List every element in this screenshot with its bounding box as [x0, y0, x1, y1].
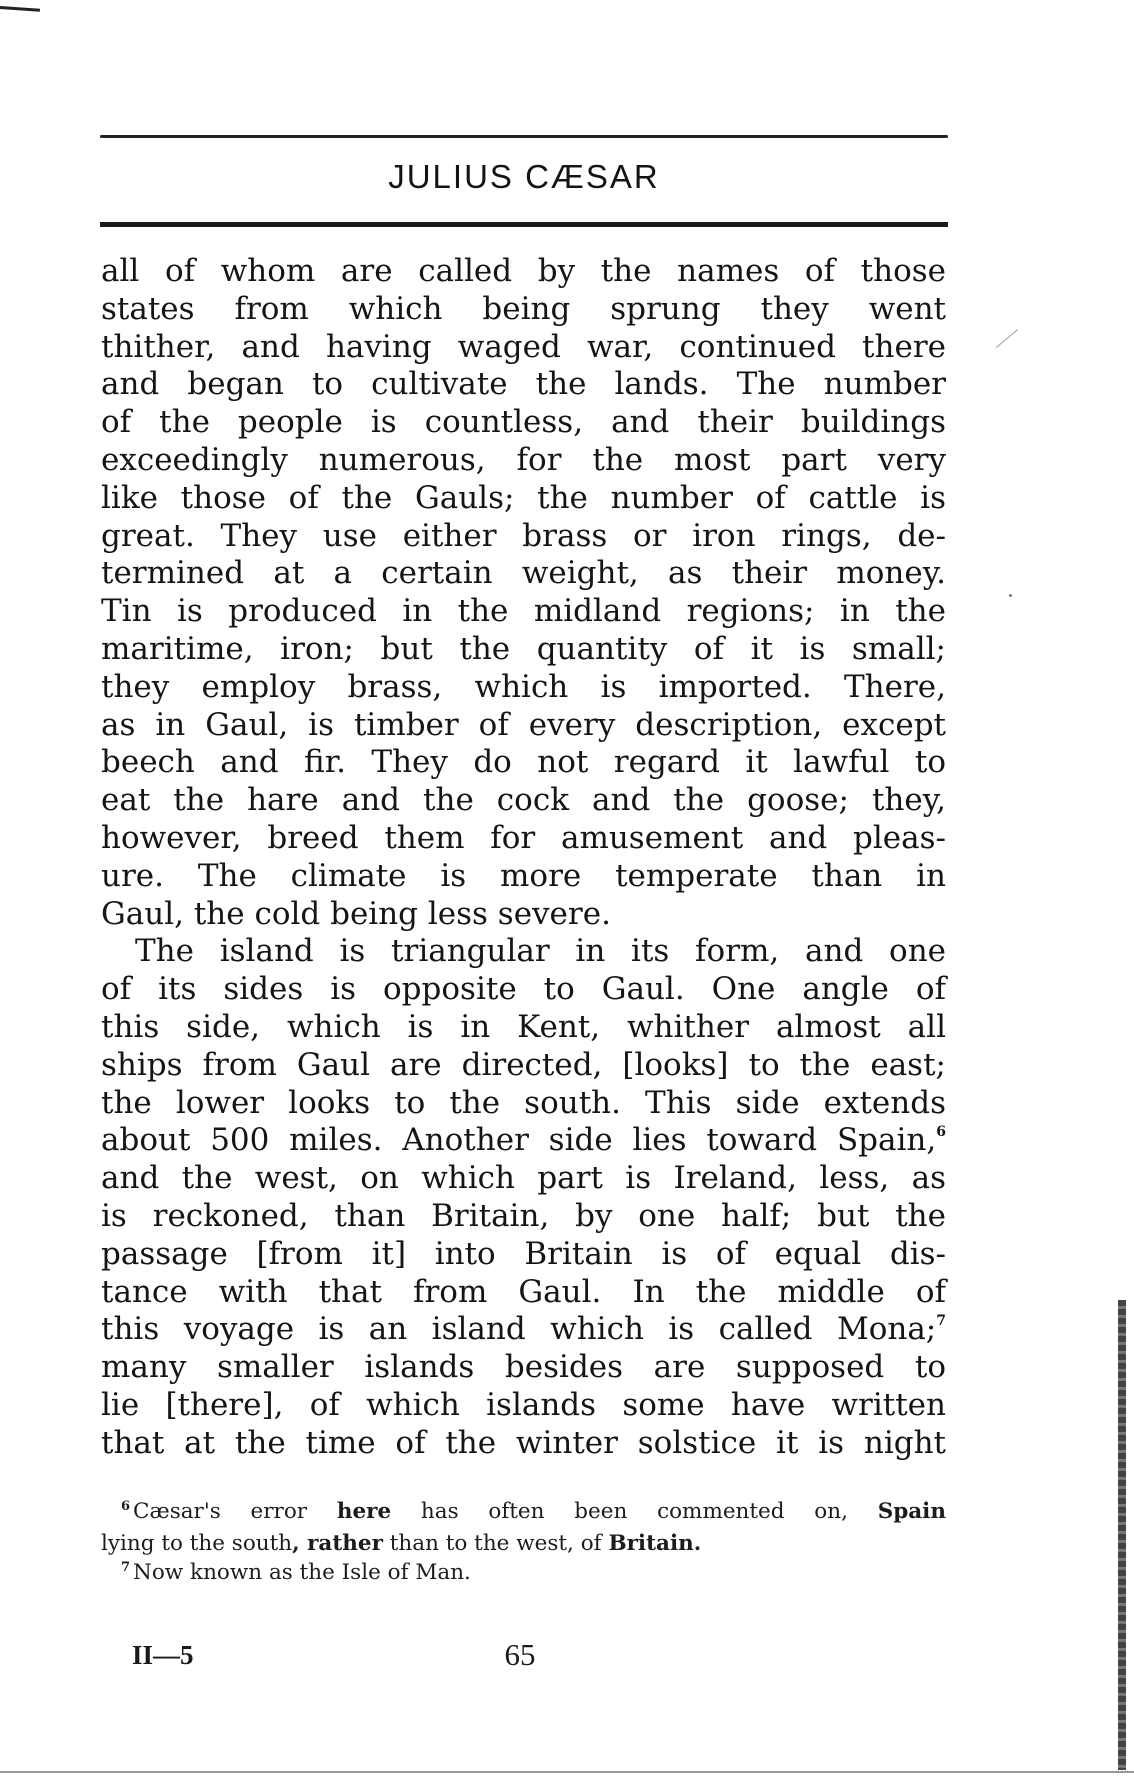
- text-line: and began to cultivate the lands. The number: [101, 366, 946, 403]
- text-line: beech and fir. They do not regard it lawful to: [101, 744, 946, 781]
- footnotes: [101, 1497, 946, 1590]
- text-line: of its sides is opposite to Gaul. One angle of: [101, 971, 946, 1008]
- text-line: tance with that from Gaul. In the middle of: [101, 1273, 946, 1310]
- text-line: is reckoned, than Britain, by one half; but the: [101, 1197, 946, 1234]
- text-line: Tin is produced in the midland regions; in the: [101, 593, 946, 630]
- footnote-6-text-c: has often been commented on,: [391, 1499, 878, 1524]
- text-line: like those of the Gauls; the number of cattle is: [101, 479, 946, 516]
- text-line: ships from Gaul are directed, [looks] to the east;: [101, 1046, 946, 1083]
- footnote-ref-6[interactable]: 6: [936, 1124, 946, 1141]
- running-title: JULIUS CÆSAR: [388, 158, 660, 195]
- footnote-6-text-e: lying to the south: [101, 1531, 293, 1556]
- text-line: and the west, on which part is Ireland, less, as: [101, 1160, 946, 1197]
- text-line: The island is triangular in its form, and one: [135, 933, 946, 970]
- text-line: passage [from it] into Britain is of equal dis-: [101, 1235, 946, 1272]
- header-top-rule: [100, 135, 948, 138]
- footnote-7-line: [101, 1558, 946, 1590]
- text-line-content: this voyage is an island which is called Mona;: [101, 1311, 937, 1348]
- footnote-7-marker: 7: [121, 1560, 131, 1575]
- paper-speck: [1009, 594, 1012, 597]
- text-line: maritime, iron; but the quantity of it is small;: [101, 630, 946, 667]
- text-line: exceedingly numerous, for the most part very: [101, 441, 946, 478]
- corner-scan-mark: [0, 6, 40, 12]
- text-line: all of whom are called by the names of those: [101, 253, 946, 289]
- text-line: however, breed them for amusement and pleas-: [101, 819, 946, 856]
- footnote-6-marker: 6: [121, 1499, 131, 1514]
- footnote-6-text-d: Spain: [877, 1499, 946, 1524]
- page-bottom-edge: [0, 1771, 1134, 1773]
- text-line: termined at a certain weight, as their money.: [101, 555, 946, 592]
- text-line: eat the hare and the cock and the goose; they,: [101, 782, 946, 819]
- text-line: great. They use either brass or iron rings, de-: [101, 517, 946, 554]
- footnote-6-text-g: than to the west, of: [382, 1531, 609, 1556]
- footnote-6-line-2: [101, 1529, 946, 1558]
- binding-edge: [1118, 1300, 1126, 1770]
- header-bottom-rule: [100, 222, 948, 227]
- footnote-7-text: Now known as the Isle of Man.: [133, 1560, 471, 1585]
- text-line: lie [there], of which islands some have written: [101, 1386, 946, 1423]
- text-line: thither, and having waged war, continued there: [101, 328, 946, 365]
- text-line: many smaller islands besides are supposed to: [101, 1349, 946, 1386]
- footnote-6-line-1: [101, 1497, 946, 1529]
- text-line-with-footnote: [101, 1311, 946, 1349]
- text-line-content: about 500 miles. Another side lies toward Spain,: [101, 1122, 937, 1159]
- text-line: that at the time of the winter solstice it is night: [101, 1424, 946, 1461]
- text-line-with-footnote: [101, 1122, 946, 1160]
- text-line: ure. The climate is more temperate than in: [101, 857, 946, 894]
- text-line: this side, which is in Kent, whither almost all: [101, 1008, 946, 1045]
- text-line: the lower looks to the south. This side extends: [101, 1084, 946, 1121]
- footnote-ref-7[interactable]: 7: [936, 1313, 946, 1330]
- text-line: Gaul, the cold being less severe.: [101, 895, 611, 932]
- signature-mark: II—5: [132, 1640, 194, 1670]
- text-line: as in Gaul, is timber of every description, except: [101, 706, 946, 743]
- text-line: they employ brass, which is imported. There,: [101, 668, 946, 705]
- page-number: 65: [504, 1637, 536, 1672]
- pencil-mark: [996, 329, 1018, 348]
- footnote-6-text-b: here: [336, 1499, 392, 1524]
- text-line: states from which being sprung they went: [101, 290, 946, 327]
- text-line: of the people is countless, and their buildings: [101, 404, 946, 441]
- body-text: [101, 253, 946, 1463]
- footnote-6-text-h: Britain.: [608, 1531, 702, 1556]
- footnote-6-text-f: , rather: [292, 1531, 383, 1556]
- footnote-6-text-a: Cæsar's error: [133, 1499, 337, 1524]
